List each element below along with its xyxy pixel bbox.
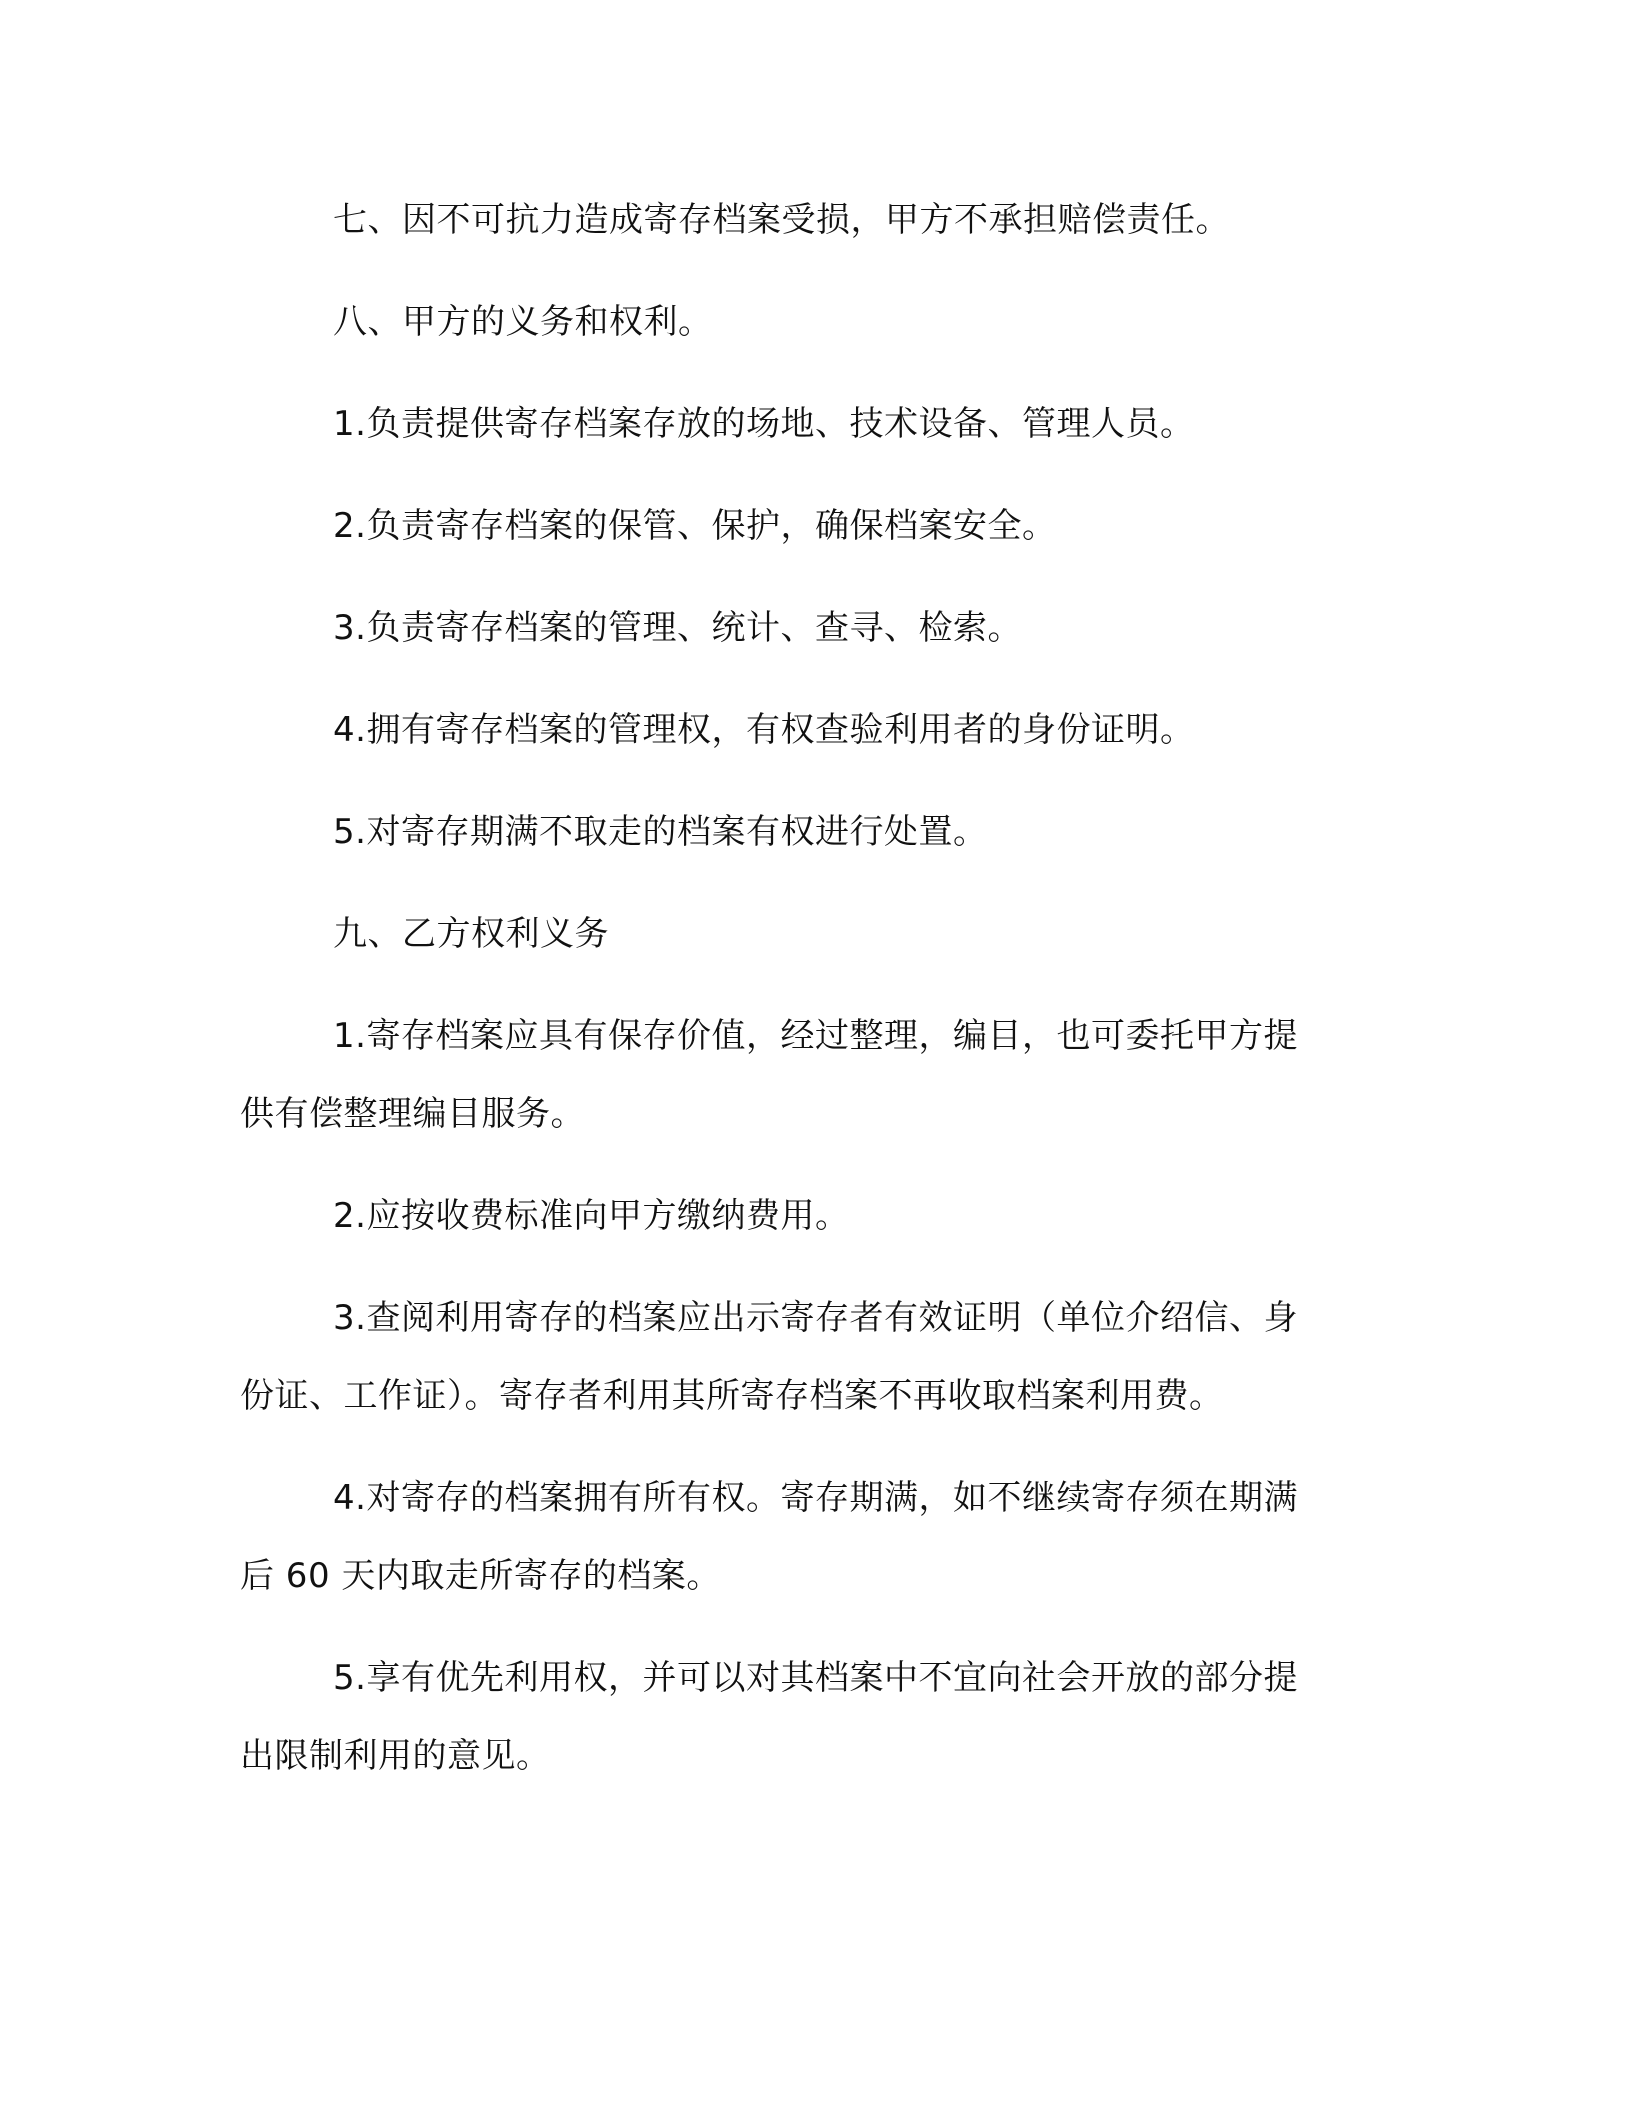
clause-8-item-3: 3.负责寄存档案的管理、统计、查寻、检索。: [333, 608, 1022, 648]
clause-9-heading: 九、乙方权利义务: [333, 914, 609, 954]
clause-8-item-4: 4.拥有寄存档案的管理权，有权查验利用者的身份证明。: [333, 710, 1195, 750]
clause-8-item-1: 1.负责提供寄存档案存放的场地、技术设备、管理人员。: [333, 404, 1195, 444]
clause-9-item-5-cont: 出限制利用的意见。: [240, 1736, 551, 1776]
clause-7: 七、因不可抗力造成寄存档案受损，甲方不承担赔偿责任。: [333, 200, 1230, 240]
clause-9-item-5: 5.享有优先利用权，并可以对其档案中不宜向社会开放的部分提: [333, 1658, 1298, 1698]
clause-9-item-3-cont: 份证、工作证）。寄存者利用其所寄存档案不再收取档案利用费。: [240, 1376, 1224, 1416]
clause-9-item-1-cont: 供有偿整理编目服务。: [240, 1094, 585, 1134]
clause-8-heading: 八、甲方的义务和权利。: [333, 302, 713, 342]
clause-9-item-1: 1.寄存档案应具有保存价值，经过整理，编目，也可委托甲方提: [333, 1016, 1298, 1056]
clause-9-item-3: 3.查阅利用寄存的档案应出示寄存者有效证明（单位介绍信、身: [333, 1298, 1298, 1338]
clause-9-item-4-cont: 后 60 天内取走所寄存的档案。: [240, 1556, 721, 1596]
clause-9-item-2: 2.应按收费标准向甲方缴纳费用。: [333, 1196, 850, 1236]
clause-9-item-4: 4.对寄存的档案拥有所有权。寄存期满，如不继续寄存须在期满: [333, 1478, 1298, 1518]
clause-8-item-2: 2.负责寄存档案的保管、保护，确保档案安全。: [333, 506, 1057, 546]
clause-8-item-5: 5.对寄存期满不取走的档案有权进行处置。: [333, 812, 988, 852]
